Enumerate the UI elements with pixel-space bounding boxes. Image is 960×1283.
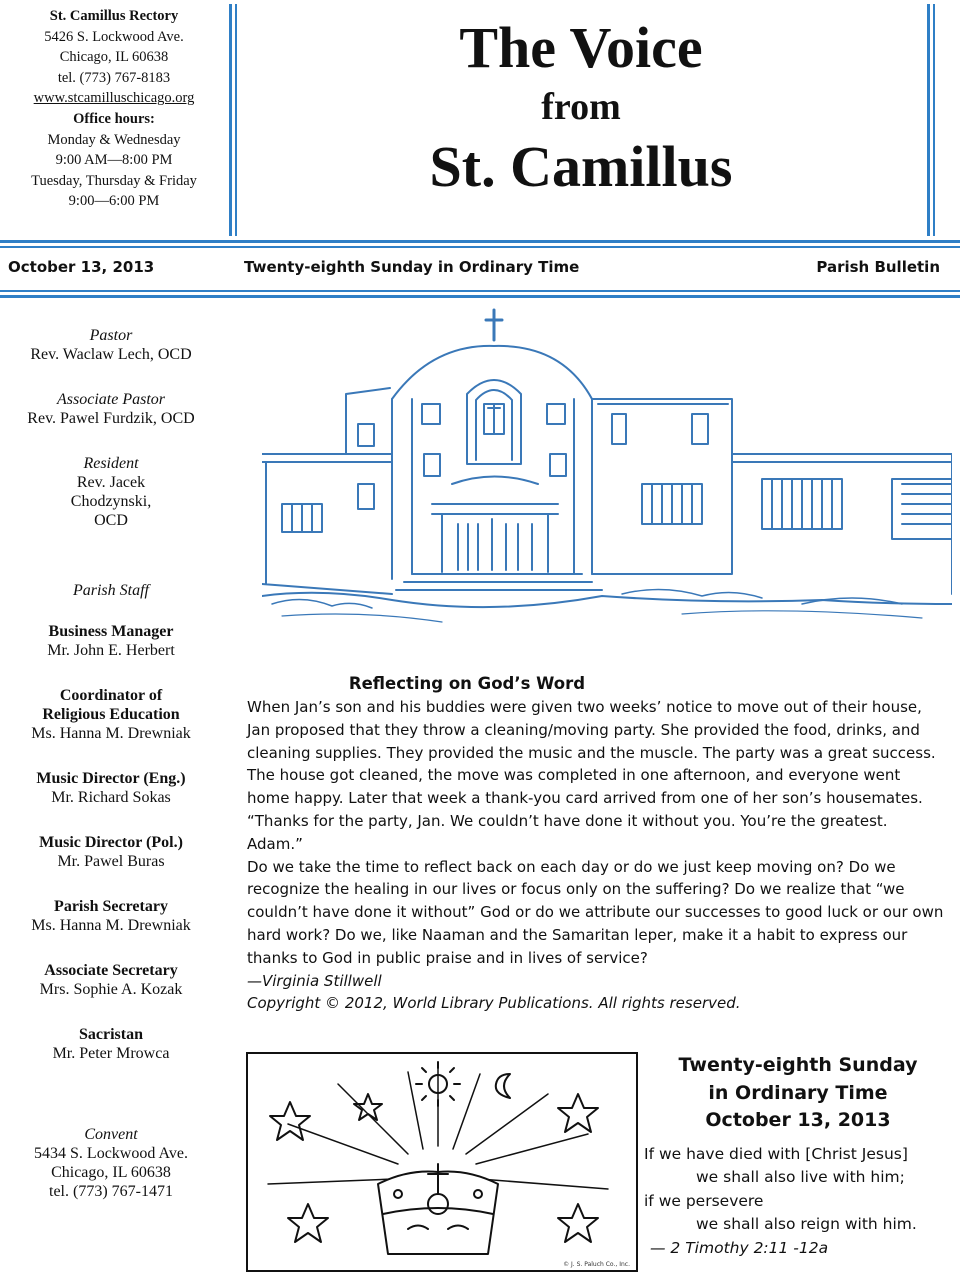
- office-hours-line: Tuesday, Thursday & Friday: [31, 172, 197, 189]
- name-resident: Rev. Jacek Chodzynski, OCD: [70, 474, 152, 529]
- clipart-credit: © J. S. Paluch Co., Inc.: [563, 1261, 630, 1268]
- sunday-scripture-box: [644, 1052, 952, 1260]
- office-hours-line: 9:00—6:00 PM: [68, 193, 160, 210]
- website-link[interactable]: www.stcamilluschicago.org: [33, 90, 195, 107]
- office-hours-line: 9:00 AM—8:00 PM: [55, 152, 173, 169]
- reflection-body: [247, 696, 947, 1015]
- name-parish-secretary: Ms. Hanna M. Drewniak: [31, 917, 191, 934]
- name-associate-secretary: Mrs. Sophie A. Kozak: [39, 981, 183, 998]
- verse-line: if we persevere: [644, 1191, 764, 1210]
- reflection-copyright: Copyright © 2012, World Library Publications. All rights reserved.: [247, 994, 741, 1013]
- parish-staff-heading: Parish Staff: [72, 582, 149, 599]
- masthead: [236, 12, 926, 204]
- reflection-paragraph: Do we take the time to reflect back on each day or do we just keep moving on? Do we recognize the healing in our lives or focus only on the suffering? Do we realize that “we couldn’t have done it without” God or do we attribute our successes to good luck or our own hard work? Do we, like Naaman and the Samaritan leper, make it a habit to express our thanks to God in public praise and in lives of service?: [247, 857, 944, 967]
- verse-line: we shall also reign with him.: [696, 1215, 917, 1233]
- datebar-top-rule-inner: [0, 246, 960, 248]
- sunday-title-line: in Ordinary Time: [708, 1081, 888, 1104]
- masthead-divider-right: [927, 4, 930, 236]
- sunday-title-line: Twenty-eighth Sunday: [678, 1054, 918, 1076]
- reflection-title: Reflecting on God’s Word: [348, 674, 586, 693]
- name-pastor: Rev. Waclaw Lech, OCD: [30, 346, 192, 363]
- role-sacristan: Sacristan: [79, 1026, 143, 1043]
- scripture-verse: [644, 1143, 952, 1261]
- liturgical-day: Twenty-eighth Sunday in Ordinary Time: [244, 258, 580, 276]
- office-hours-label: Office hours:: [73, 110, 155, 127]
- role-associate-pastor: Associate Pastor: [57, 391, 165, 408]
- datebar-top-rule: [0, 240, 960, 243]
- role-associate-secretary: Associate Secretary: [44, 962, 178, 979]
- convent-phone: tel. (773) 767-1471: [49, 1183, 173, 1200]
- office-hours-line: Monday & Wednesday: [47, 131, 181, 148]
- datebar-bottom-rule: [0, 290, 960, 292]
- datebar-bottom-rule-inner: [0, 295, 960, 298]
- bulletin-title: The Voice: [459, 15, 703, 80]
- masthead-divider-right-inner: [933, 4, 935, 236]
- masthead-divider-left: [229, 4, 232, 236]
- role-convent: Convent: [84, 1126, 138, 1143]
- reflection-section: [247, 672, 947, 1015]
- reflection-author: —Virginia Stillwell: [247, 971, 382, 990]
- bulletin-label: Parish Bulletin: [816, 258, 940, 276]
- issue-date: October 13, 2013: [8, 258, 155, 276]
- verse-line: If we have died with [Christ Jesus]: [644, 1144, 908, 1163]
- crown-stars-clipart: [248, 1054, 636, 1270]
- role-resident: Resident: [83, 455, 139, 472]
- rectory-city: Chicago, IL 60638: [59, 49, 169, 66]
- convent-address: 5434 S. Lockwood Ave.: [34, 1145, 188, 1162]
- role-parish-secretary: Parish Secretary: [54, 898, 168, 915]
- role-music-director-pol: Music Director (Pol.): [39, 834, 183, 851]
- rectory-address: 5426 S. Lockwood Ave.: [44, 28, 184, 45]
- name-music-director-eng: Mr. Richard Sokas: [51, 789, 171, 806]
- convent-city: Chicago, IL 60638: [51, 1164, 171, 1181]
- bulletin-from: from: [541, 86, 621, 128]
- rectory-name: St. Camillus Rectory: [49, 8, 179, 24]
- sunday-title: [644, 1052, 952, 1135]
- date-bar: [8, 258, 940, 282]
- name-music-director-pol: Mr. Pawel Buras: [57, 853, 165, 870]
- role-business-manager: Business Manager: [48, 623, 174, 640]
- clipart-box: [246, 1052, 638, 1272]
- sunday-title-line: October 13, 2013: [705, 1109, 891, 1131]
- role-music-director-eng: Music Director (Eng.): [36, 770, 186, 787]
- verse-line: we shall also live with him;: [696, 1168, 905, 1186]
- name-sacristan: Mr. Peter Mrowca: [52, 1045, 170, 1062]
- bulletin-parish: St. Camillus: [429, 134, 733, 199]
- rectory-phone: tel. (773) 767-8183: [57, 69, 171, 86]
- role-pastor: Pastor: [89, 327, 133, 344]
- name-associate-pastor: Rev. Pawel Furdzik, OCD: [27, 410, 195, 427]
- reflection-paragraph: When Jan’s son and his buddies were given two weeks’ notice to move out of their house, Jan proposed that they throw a cleaning/moving party. She provided the food, drinks, and cleaning supplies. They provided the music and the muscle. The party was a great success. The house got cleaned, the move was completed in one afternoon, and everyone went home happy. Later that week a thank-you card arrived from one of her son’s housemates. “Thanks for the party, Jan. We couldn’t have done it without you. You’re the greatest. Adam.”: [247, 698, 936, 853]
- verse-reference: — 2 Timothy 2:11 -12a: [650, 1238, 829, 1257]
- name-business-manager: Mr. John E. Herbert: [47, 642, 175, 659]
- church-illustration: [262, 304, 952, 634]
- name-religious-education: Ms. Hanna M. Drewniak: [31, 725, 191, 742]
- staff-sidebar: [0, 326, 222, 1201]
- role-religious-education: Coordinator of Religious Education: [42, 687, 180, 723]
- rectory-info: [0, 6, 228, 212]
